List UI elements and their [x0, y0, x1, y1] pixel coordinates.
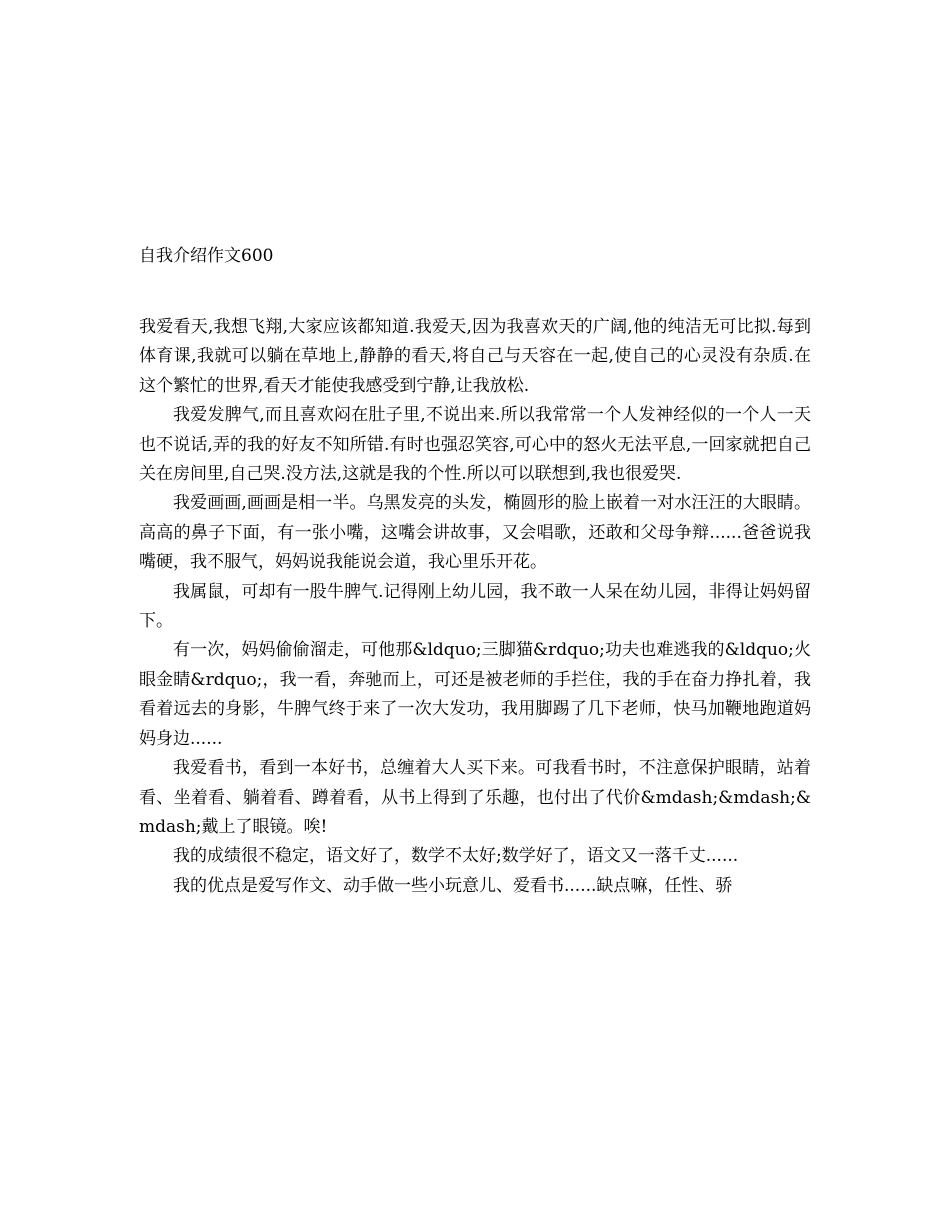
- paragraph: 有一次，妈妈偷偷溜走，可他那&ldquo;三脚猫&rdquo;功夫也难逃我的&ldquo;火眼金睛&rdquo;，我一看，奔驰而上，可还是被老师的手拦住，我的手在奋力挣扎着，我看着远去的身影，牛脾气终于来了一次大发功，我用脚踢了几下老师，快马加鞭地跑道妈妈身边......: [139, 640, 811, 749]
- paragraph: 我的优点是爱写作文、动手做一些小玩意儿、爱看书......缺点嘛，任性、骄: [173, 875, 733, 896]
- document-body: [139, 313, 811, 901]
- paragraph: 我爱画画,画画是相一半。乌黑发亮的头发，椭圆形的脸上嵌着一对水汪汪的大眼睛。高高的鼻子下面，有一张小嘴，这嘴会讲故事，又会唱歌，还敢和父母争辩......爸爸说我嘴硬，我不服气，妈妈说我能说会道，我心里乐开花。: [139, 493, 811, 573]
- document-title: 自我介绍作文600: [139, 246, 274, 266]
- paragraph: 我爱看天,我想飞翔,大家应该都知道.我爱天,因为我喜欢天的广阔,他的纯洁无可比拟.每到体育课,我就可以躺在草地上,静静的看天,将自己与天容在一起,使自己的心灵没有杂质.在这个繁忙的世界,看天才能使我感受到宁静,让我放松.: [139, 317, 811, 396]
- paragraph: 我爱发脾气,而且喜欢闷在肚子里,不说出来.所以我常常一个人发神经似的一个人一天也不说话,弄的我的好友不知所错.有时也强忍笑容,可心中的怒火无法平息,一回家就把自己关在房间里,自己哭.没方法,这就是我的个性.所以可以联想到,我也很爱哭.: [139, 405, 811, 485]
- paragraph: 我的成绩很不稳定，语文好了，数学不太好;数学好了，语文又一落千丈......: [173, 846, 739, 867]
- paragraph: 我爱看书，看到一本好书，总缠着大人买下来。可我看书时，不注意保护眼睛，站着看、坐着看、躺着看、蹲着看，从书上得到了乐趣，也付出了代价&mdash;&mdash;&mdash;戴上了眼镜。唉!: [139, 758, 811, 837]
- paragraph: 我属鼠，可却有一股牛脾气.记得刚上幼儿园，我不敢一人呆在幼儿园，非得让妈妈留下。: [139, 581, 811, 632]
